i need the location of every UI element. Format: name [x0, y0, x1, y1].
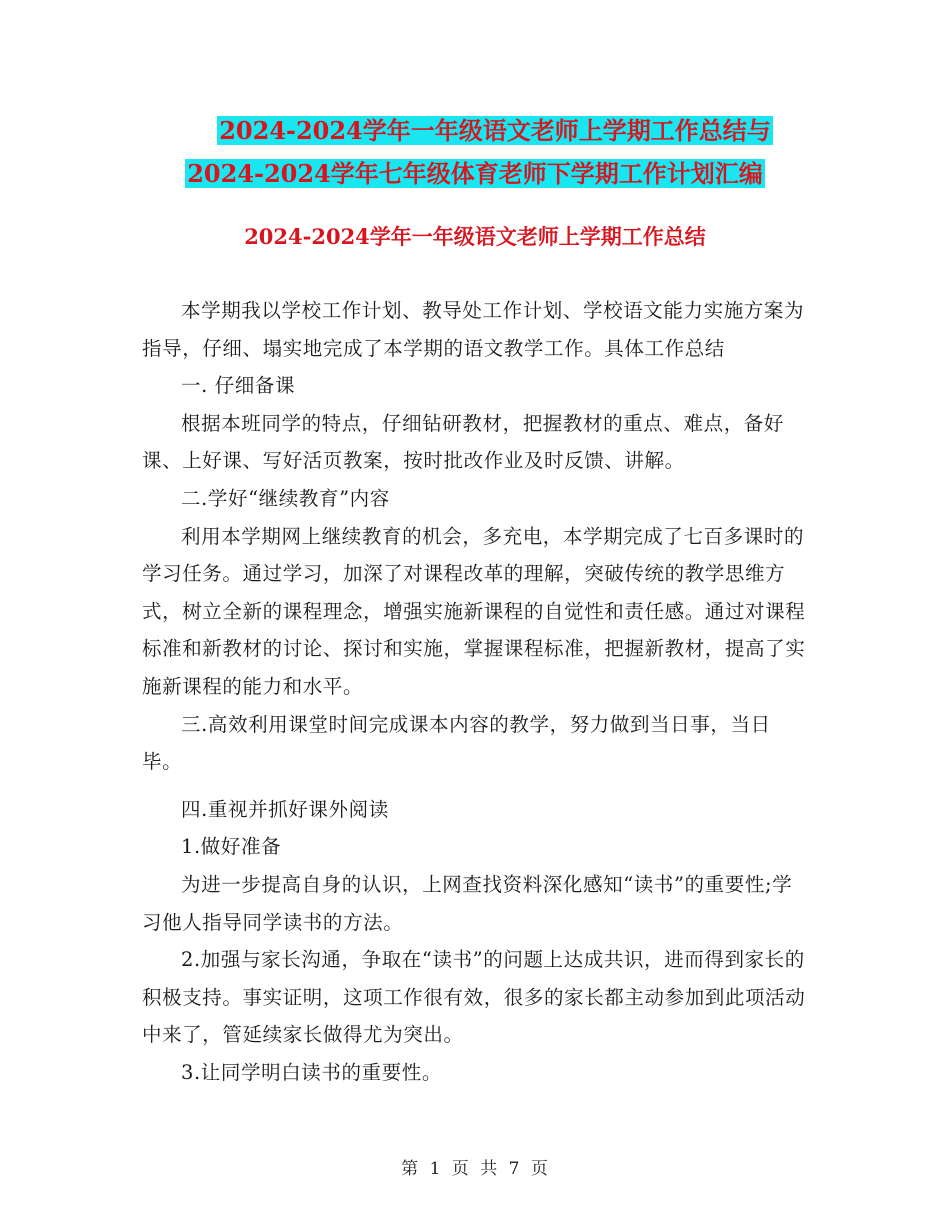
document-title-line-2: [0, 155, 950, 193]
paragraph-heading: 四.重视并抓好课外阅读: [181, 797, 389, 821]
document-title-line-1: [0, 112, 950, 150]
paragraph: 3.让同学明白读书的重要性。: [181, 1060, 443, 1084]
title-line-2-text: 2024-2024学年七年级体育老师下学期工作计划汇编: [187, 159, 763, 188]
paragraph: 本学期我以学校工作计划、教导处工作计划、学校语文能力实施方案为指导，仔细、塌实地完成了本学期的语文教学工作。具体工作总结: [142, 299, 805, 360]
document-body: [142, 292, 810, 1091]
paragraph: 根据本班同学的特点，仔细钻研教材，把握教材的重点、难点，备好课、上好课、写好活页教案，按时批改作业及时反馈、讲解。: [142, 411, 785, 473]
paragraph: 2.加强与家长沟通，争取在“读书”的问题上达成共识，进而得到家长的积极支持。事实证明，这项工作很有效，很多的家长都主动参加到此项活动中来了，管延续家长做得尤为突出。: [142, 948, 806, 1047]
title-line-1-text: 2024-2024学年一年级语文老师上学期工作总结与: [219, 116, 771, 145]
page-footer: 第 1 页 共 7 页: [401, 1159, 549, 1179]
paragraph-heading: 一. 仔细备课: [181, 374, 296, 398]
paragraph: 三.高效利用课堂时间完成课本内容的教学，努力做到当日事，当日毕。: [142, 712, 771, 774]
paragraph-heading: 二.学好“继续教育”内容: [181, 486, 390, 510]
paragraph: 为进一步提高自身的认识，上网查找资料深化感知“读书”的重要性;学习他人指导同学读书的方法。: [142, 872, 793, 934]
paragraph: 利用本学期网上继续教育的机会，多充电，本学期完成了七百多课时的学习任务。通过学习，加深了对课程改革的理解，突破传统的教学思维方式，树立全新的课程理念，增强实施新课程的自觉性和责任感。通过对课程标准和新教材的讨论、探讨和实施，掌握课程标准，把握新教材，提高了实施新课程的能力和水平。: [142, 524, 806, 698]
paragraph-heading: 1.做好准备: [181, 835, 282, 859]
section-title: 2024-2024学年一年级语文老师上学期工作总结: [244, 224, 706, 249]
